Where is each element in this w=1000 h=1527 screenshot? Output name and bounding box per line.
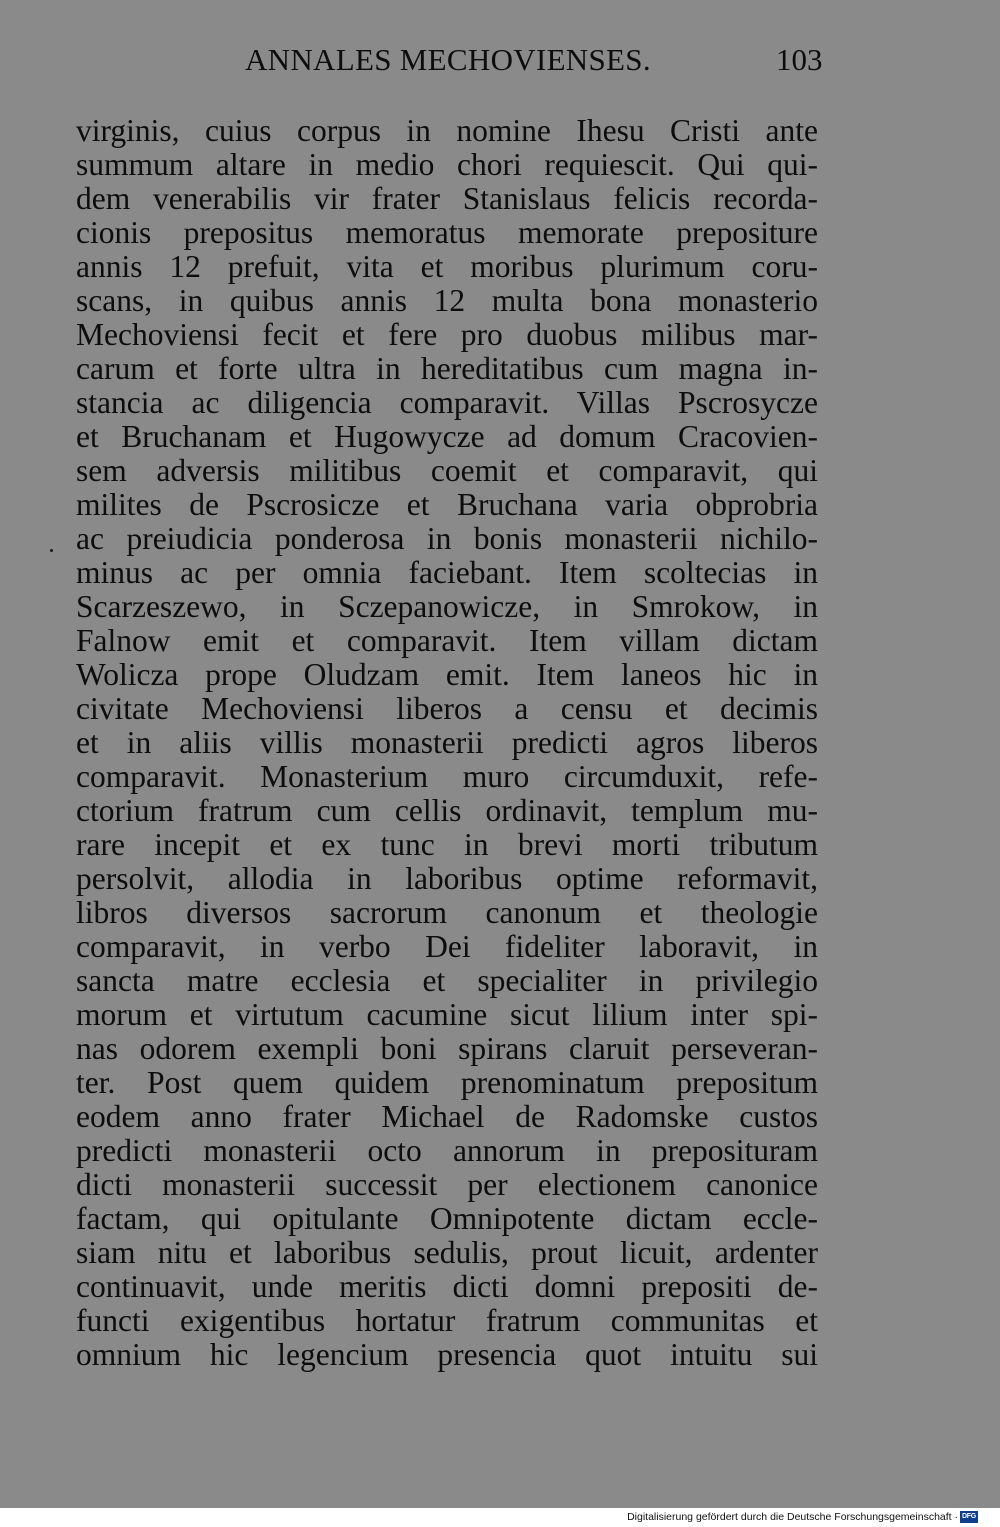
text-line: sancta matre ecclesia et specialiter in privilegio [76, 964, 818, 998]
text-line: omnium hic legencium presencia quot intuitu sui [76, 1338, 818, 1372]
text-line: cionis prepositus memoratus memorate prepositure [76, 216, 818, 250]
text-line: functi exigentibus hortatur fratrum communitas et [76, 1304, 818, 1338]
text-line: persolvit, allodia in laboribus optime reformavit, [76, 862, 818, 896]
text-line: annis 12 prefuit, vita et moribus plurimum coru- [76, 250, 818, 284]
text-line: milites de Pscrosicze et Bruchana varia obprobria [76, 488, 818, 522]
text-line: Falnow emit et comparavit. Item villam dictam [76, 624, 818, 658]
text-line: siam nitu et laboribus sedulis, prout licuit, ardenter [76, 1236, 818, 1270]
running-title: ANNALES MECHOVIENSES. [245, 42, 651, 77]
text-line: civitate Mechoviensi liberos a censu et decimis [76, 692, 818, 726]
text-line: sem adversis militibus coemit et comparavit, qui [76, 454, 818, 488]
margin-mark [50, 549, 53, 552]
text-line: morum et virtutum cacumine sicut lilium inter spi- [76, 998, 818, 1032]
page-number: 103 [776, 42, 823, 77]
text-line: continuavit, unde meritis dicti domni prepositi de- [76, 1270, 818, 1304]
text-line: dicti monasterii successit per electionem canonice [76, 1168, 818, 1202]
text-line: Mechoviensi fecit et fere pro duobus milibus mar- [76, 318, 818, 352]
text-line: Wolicza prope Oludzam emit. Item laneos hic in [76, 658, 818, 692]
text-line: eodem anno frater Michael de Radomske custos [76, 1100, 818, 1134]
text-line: et in aliis villis monasterii predicti agros liberos [76, 726, 818, 760]
text-line: rare incepit et ex tunc in brevi morti tributum [76, 828, 818, 862]
text-line: et Bruchanam et Hugowycze ad domum Cracovien- [76, 420, 818, 454]
dfg-logo: DFG [960, 1511, 978, 1523]
text-line: comparavit, in verbo Dei fideliter laboravit, in [76, 930, 818, 964]
text-line: nas odorem exempli boni spirans claruit perseveran- [76, 1032, 818, 1066]
text-line: ter. Post quem quidem prenominatum prepositum [76, 1066, 818, 1100]
footer-credit: Digitalisierung gefördert durch die Deutsche Forschungsgemeinschaft · [627, 1511, 958, 1523]
text-line: virginis, cuius corpus in nomine Ihesu Cristi ante [76, 114, 818, 148]
text-line: summum altare in medio chori requiescit. Qui qui- [76, 148, 818, 182]
text-line: dem venerabilis vir frater Stanislaus felicis recorda- [76, 182, 818, 216]
text-line: factam, qui opitulante Omnipotente dictam eccle- [76, 1202, 818, 1236]
digitization-footer [0, 1508, 1000, 1527]
body-text [76, 114, 818, 1372]
text-line: stancia ac diligencia comparavit. Villas Pscrosycze [76, 386, 818, 420]
text-line: ctorium fratrum cum cellis ordinavit, templum mu- [76, 794, 818, 828]
text-line: libros diversos sacrorum canonum et theologie [76, 896, 818, 930]
text-line: comparavit. Monasterium muro circumduxit, refe- [76, 760, 818, 794]
running-head [0, 42, 1000, 82]
text-line: predicti monasterii octo annorum in preposituram [76, 1134, 818, 1168]
text-line: carum et forte ultra in hereditatibus cum magna in- [76, 352, 818, 386]
text-line: ac preiudicia ponderosa in bonis monasterii nichilo- [76, 522, 818, 556]
text-line: Scarzeszewo, in Sczepanowicze, in Smrokow, in [76, 590, 818, 624]
text-line: minus ac per omnia faciebant. Item scoltecias in [76, 556, 818, 590]
text-line: scans, in quibus annis 12 multa bona monasterio [76, 284, 818, 318]
